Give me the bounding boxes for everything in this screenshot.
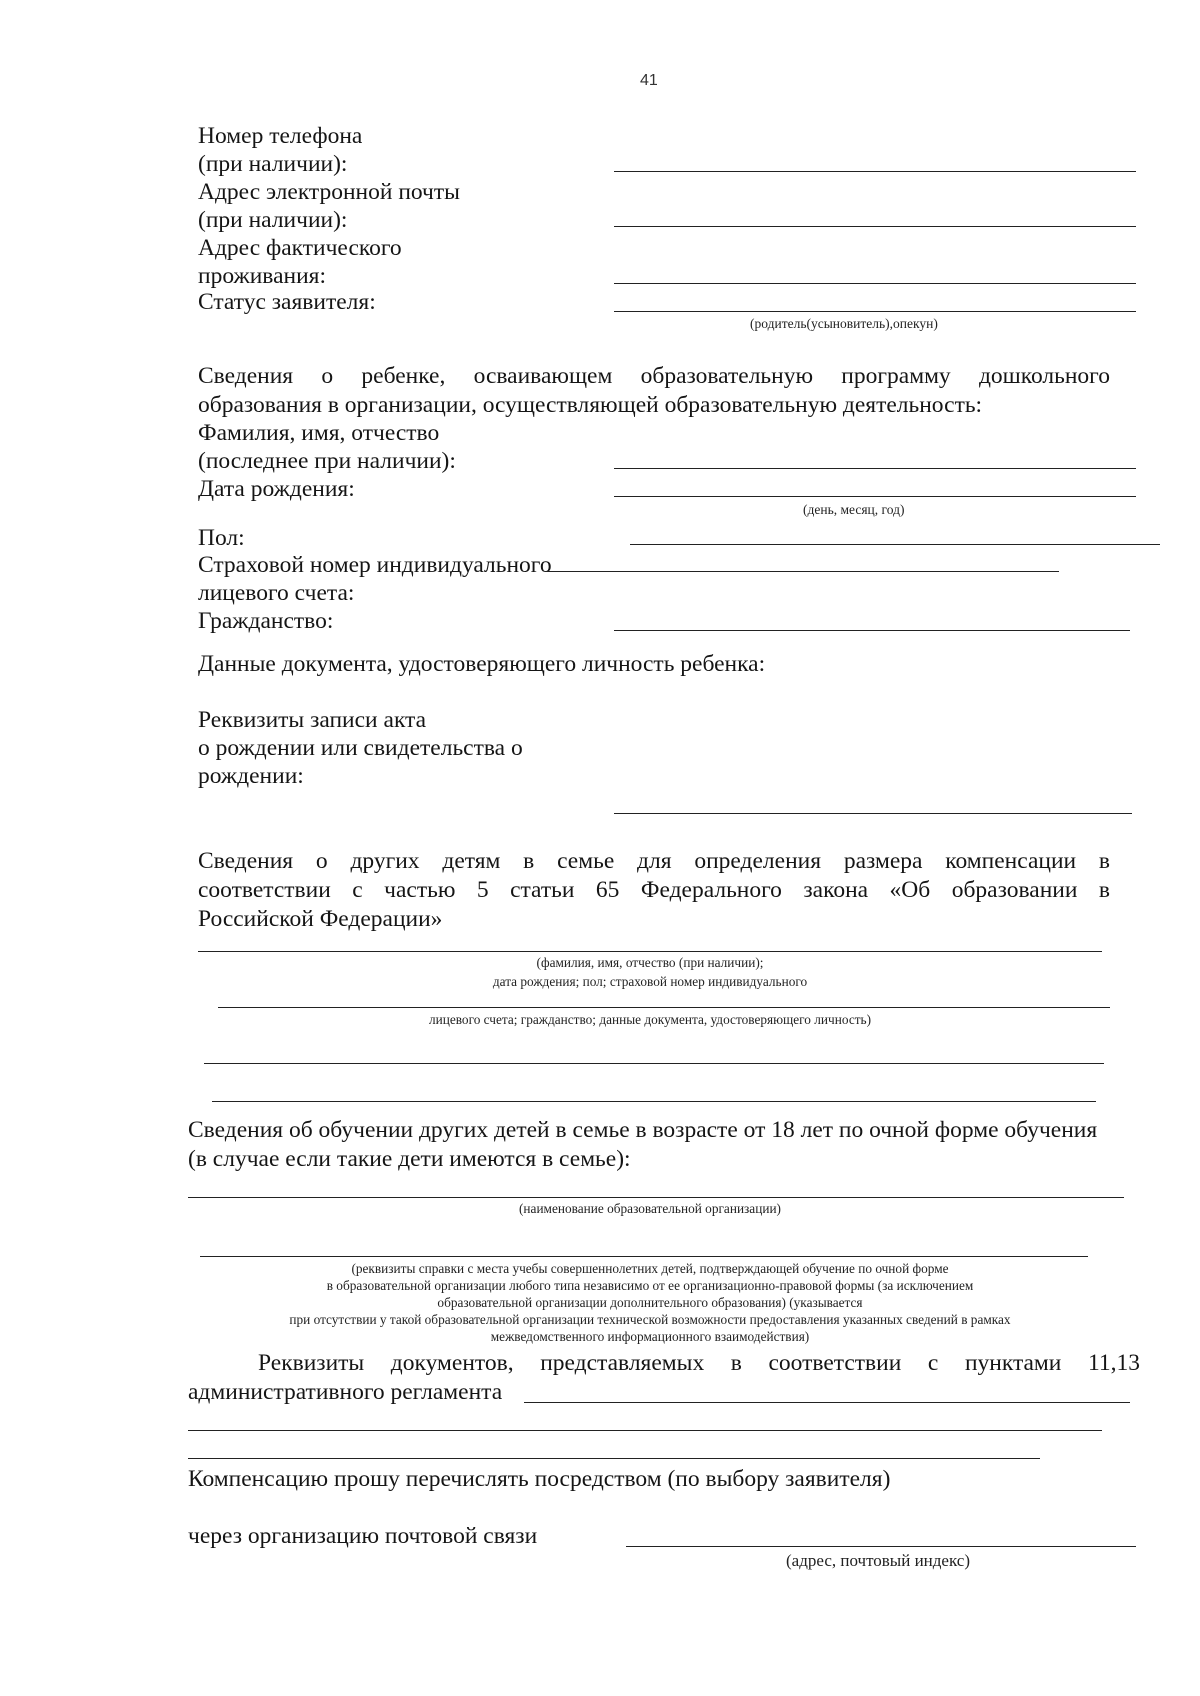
- email-label-2: (при наличии):: [198, 207, 348, 233]
- child-birth-field-line[interactable]: [614, 496, 1136, 497]
- documents-field-line-1[interactable]: [524, 1402, 1130, 1403]
- education-cert-caption-4: при отсутствии у такой образовательной организации технической возможности предоставления указанных сведений в рамках: [289, 1312, 1011, 1327]
- child-snils-label-1: Страховой номер индивидуального: [198, 552, 552, 578]
- address-label-1: Адрес фактического: [198, 235, 402, 261]
- other-children-field-line-4[interactable]: [212, 1101, 1096, 1102]
- page-number: 41: [640, 72, 658, 89]
- education-heading-line-2: (в случае если такие дети имеются в семье):: [188, 1146, 631, 1172]
- child-heading-line-2: образования в организации, осуществляющей образовательную деятельность:: [198, 392, 983, 418]
- other-children-caption-2: дата рождения; пол; страховой номер индивидуального: [492, 974, 808, 989]
- email-field-line[interactable]: [614, 226, 1136, 227]
- other-children-field-line-3[interactable]: [204, 1063, 1104, 1064]
- child-act-label-1: Реквизиты записи акта: [198, 707, 427, 733]
- other-children-caption-1: (фамилия, имя, отчество (при наличии);: [536, 955, 764, 970]
- child-fio-label-1: Фамилия, имя, отчество: [198, 420, 440, 446]
- child-snils-field-line[interactable]: [545, 571, 1059, 572]
- email-label-1: Адрес электронной почты: [198, 179, 460, 205]
- child-birth-caption: (день, месяц, год): [803, 502, 905, 517]
- phone-field-line[interactable]: [614, 171, 1136, 172]
- compensation-post-field-line[interactable]: [626, 1546, 1136, 1547]
- status-caption: (родитель(усыновитель),опекун): [750, 316, 938, 331]
- documents-field-line-3[interactable]: [188, 1458, 1040, 1459]
- child-heading-line-1: Сведения о ребенке, осваивающем образовательную программу дошкольного: [198, 363, 1110, 389]
- child-act-label-2: о рождении или свидетельства о: [198, 735, 523, 761]
- education-cert-caption-2: в образовательной организации любого типа независимо от ее организационно-правовой формы (за исключением: [326, 1278, 974, 1293]
- child-sex-label: Пол:: [198, 525, 245, 551]
- child-citizenship-field-line[interactable]: [614, 630, 1130, 631]
- child-sex-field-line[interactable]: [630, 544, 1160, 545]
- child-act-field-line[interactable]: [614, 813, 1132, 814]
- documents-field-line-2[interactable]: [188, 1430, 1102, 1431]
- compensation-post-caption: (адрес, почтовый индекс): [786, 1551, 971, 1570]
- documents-line-2: административного регламента: [188, 1379, 503, 1405]
- phone-label-1: Номер телефона: [198, 123, 363, 149]
- other-children-heading-line-1: Сведения о других детям в семье для определения размера компенсации в: [198, 848, 1110, 874]
- address-field-line[interactable]: [614, 283, 1136, 284]
- documents-line-1: Реквизиты документов, представляемых в соответствии с пунктами 11,13: [258, 1350, 1140, 1376]
- status-field-line[interactable]: [614, 311, 1136, 312]
- address-label-2: проживания:: [198, 263, 327, 289]
- education-org-caption: (наименование образовательной организации): [519, 1201, 781, 1216]
- phone-label-2: (при наличии):: [198, 151, 348, 177]
- compensation-post-label: через организацию почтовой связи: [188, 1523, 538, 1549]
- child-act-label-3: рождении:: [198, 763, 304, 789]
- education-cert-caption-5: межведомственного информационного взаимодействия): [490, 1329, 810, 1344]
- education-cert-caption-1: (реквизиты справки с места учебы совершеннолетних детей, подтверждающей обучение по очной форме: [351, 1261, 949, 1276]
- education-cert-field-line[interactable]: [200, 1256, 1088, 1257]
- other-children-heading-line-3: Российской Федерации»: [198, 906, 443, 932]
- education-org-field-line[interactable]: [188, 1197, 1124, 1198]
- other-children-heading-line-2: соответствии с частью 5 статьи 65 Федерального закона «Об образовании в: [198, 877, 1110, 903]
- child-fio-field-line[interactable]: [614, 468, 1136, 469]
- child-birth-label: Дата рождения:: [198, 476, 355, 502]
- child-fio-label-2: (последнее при наличии):: [198, 448, 456, 474]
- other-children-field-line-2[interactable]: [218, 1007, 1110, 1008]
- compensation-heading: Компенсацию прошу перечислять посредством (по выбору заявителя): [188, 1466, 891, 1492]
- other-children-caption-3: лицевого счета; гражданство; данные документа, удостоверяющего личность): [428, 1012, 872, 1027]
- child-snils-label-2: лицевого счета:: [198, 580, 355, 606]
- education-heading-line-1: Сведения об обучении других детей в семье в возрасте от 18 лет по очной форме обучения: [188, 1117, 1098, 1143]
- education-cert-caption-3: образовательной организации дополнительного образования) (указывается: [437, 1295, 863, 1310]
- child-citizenship-label: Гражданство:: [198, 608, 334, 634]
- child-document-label: Данные документа, удостоверяющего личность ребенка:: [198, 651, 766, 677]
- other-children-field-line-1[interactable]: [198, 951, 1102, 952]
- status-label: Статус заявителя:: [198, 289, 376, 315]
